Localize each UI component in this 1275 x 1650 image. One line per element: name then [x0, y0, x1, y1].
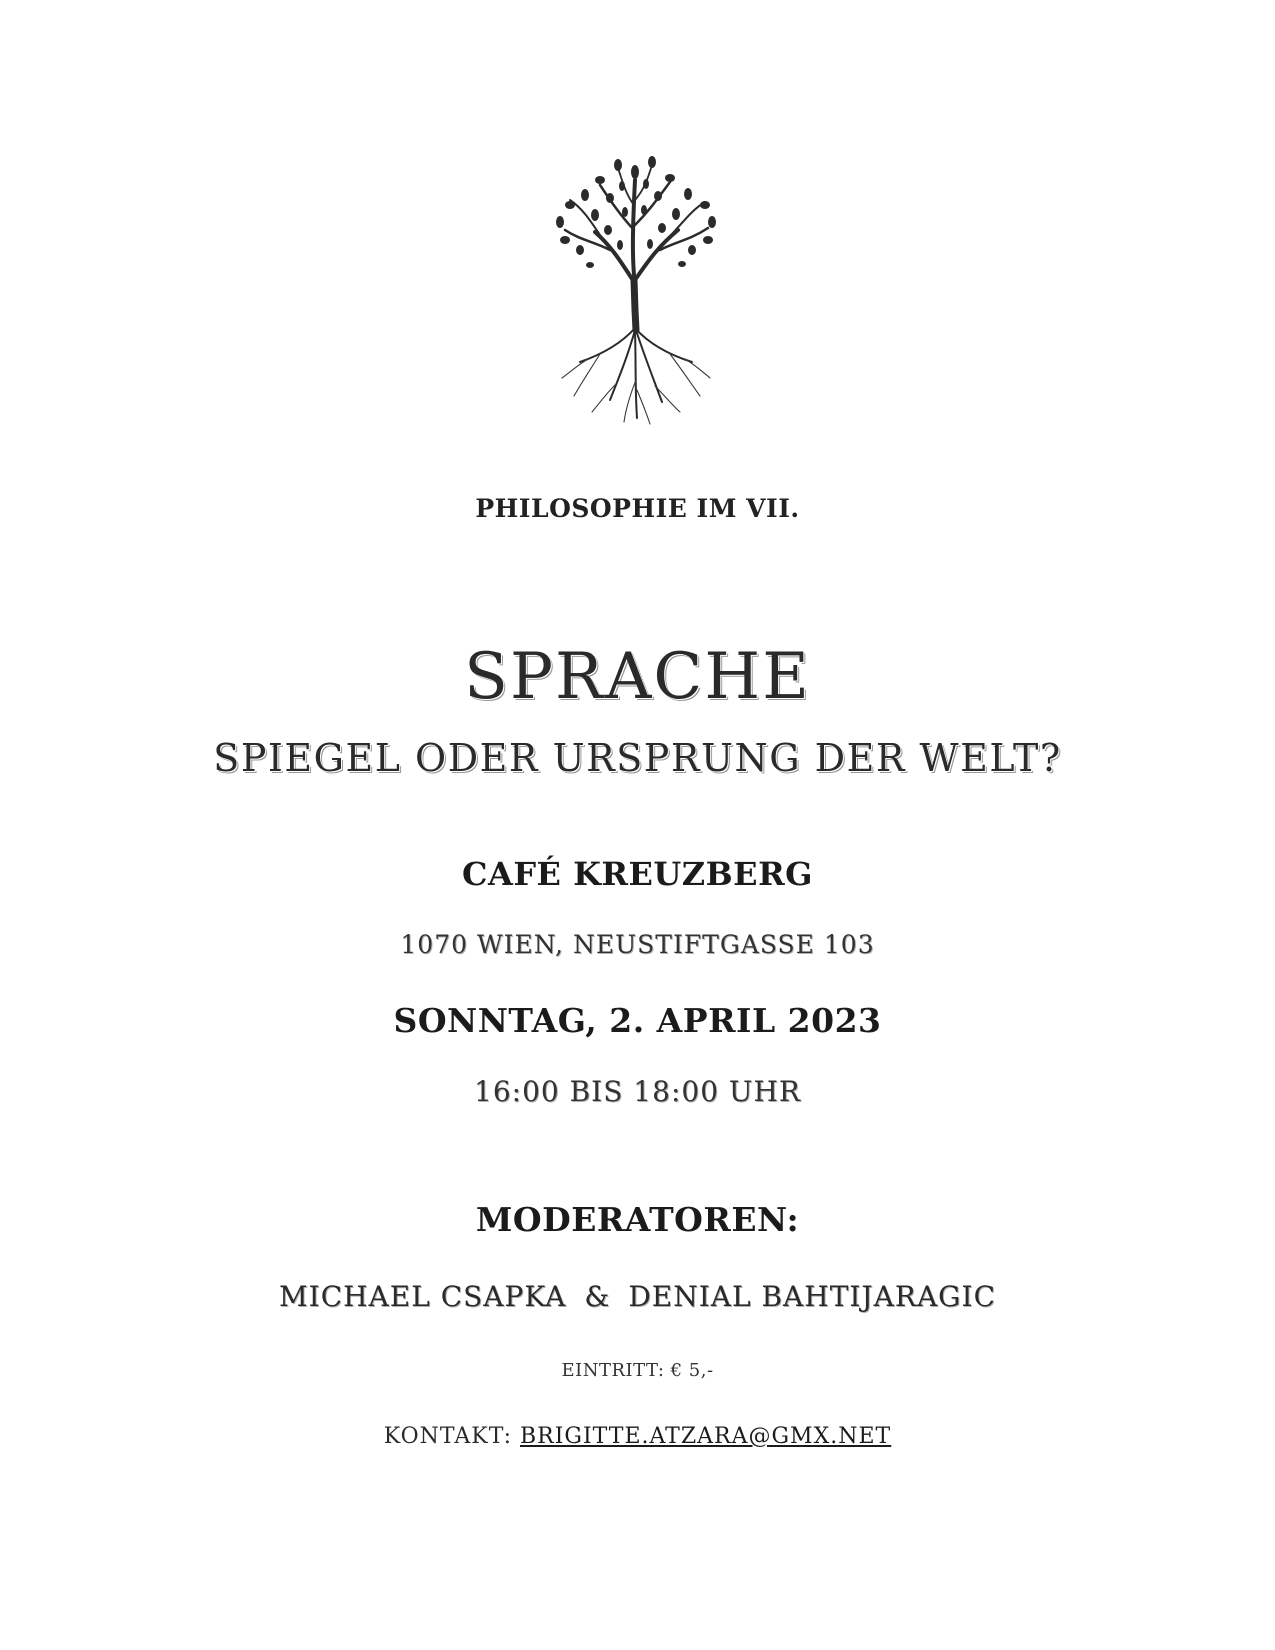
contact-label: KONTAKT: [383, 1424, 512, 1449]
contact-email-link[interactable]: BRIGITTE.ATZARA@GMX.NET [520, 1424, 892, 1449]
event-subtitle: SPIEGEL ODER URSPRUNG DER WELT? [213, 736, 1062, 780]
moderators-heading: MODERATOREN: [475, 1200, 800, 1239]
venue-name: CAFÉ KREUZBERG [462, 855, 813, 893]
contact-line [0, 1424, 1275, 1449]
moderator-separator: & [584, 1280, 611, 1313]
moderators-list [0, 1280, 1275, 1313]
moderator-name-1: MICHAEL CSAPKA [278, 1280, 567, 1313]
event-time: 16:00 BIS 18:00 UHR [474, 1075, 801, 1108]
event-date: SONNTAG, 2. APRIL 2023 [393, 1001, 882, 1040]
entry-fee: EINTRITT: € 5,- [561, 1360, 714, 1381]
venue-address: 1070 WIEN, NEUSTIFTGASSE 103 [400, 930, 875, 959]
series-title: PHILOSOPHIE IM VII. [475, 494, 800, 523]
tree-with-roots-icon [540, 150, 730, 430]
moderator-name-2: DENIAL BAHTIJARAGIC [628, 1280, 997, 1313]
event-title: SPRACHE [464, 640, 811, 714]
